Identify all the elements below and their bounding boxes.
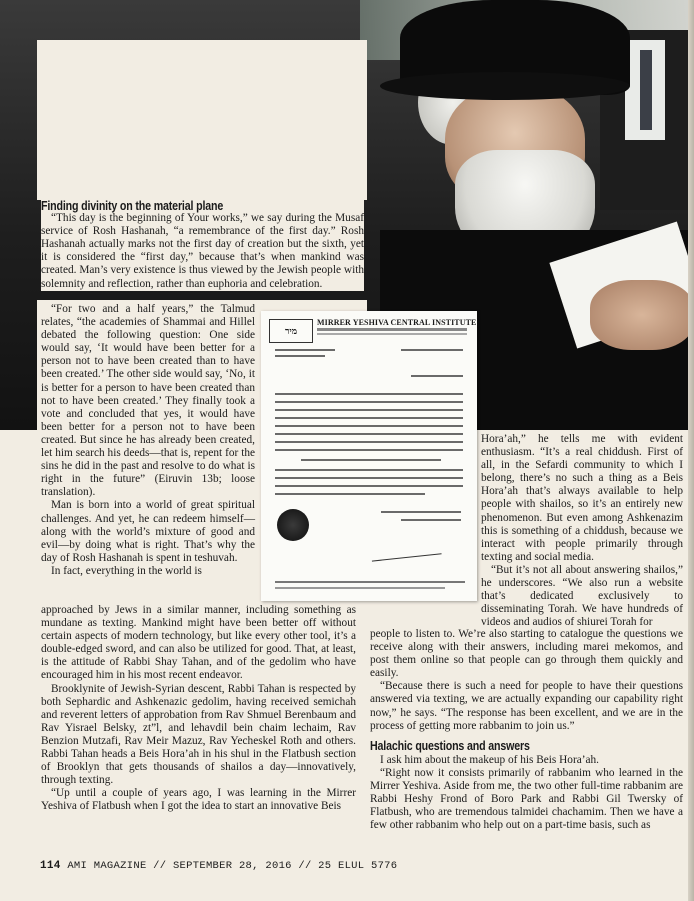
talmud-paragraph: “For two and a half years,” the Talmud relates, “the academies of Shammai and Hillel debated the following question: One side would say, ‘It would have been better for a person not to have been created than to have been created.’ The other side would say, ‘No, it is better for a person to have been created than not to have been created.’ They finally took a vote and concluded that yes, it would have been better for a person not to have been created. But since he has already been created, let him search his deeds—that is, repent for the sins he did in the past and resolve to do what is right in the future” (Eiruvin 13b; loose translation). [41,303,255,499]
makeup-question: I ask him about the makeup of his Beis Hora’ah. [380,753,599,766]
issue-date: // SEPTEMBER 28, 2016 // 25 ELUL 5776 [146,860,398,872]
shailos-paragraph: “But it’s not all about answering shailos,” he underscores. “We also run a website that’s dedicated exclusively to disseminating Torah. We have hundreds of videos and audios of shiurei Torah for [481,563,683,629]
left-column-top [41,199,364,291]
man-born-paragraph: Man is born into a world of great spiritual challenges. And yet, he can redeem himself—along with the world’s mixture of good and evil—by doing what is right. That’s why the day of Rosh Hashanah is spent in teshuvah. [41,499,255,564]
hora-ah-paragraph: Hora’ah,” he tells me with evident enthusiasm. “It’s a real chiddush. First of all, in the Sefardi community to which I belong, there’s no such a thing as a Beis Hora’ah that’s always available to help people with shailos, so it’s an entirely new phenomenon. But even among Ashkenazim this is something of a chiddush, because we interact with people primarily through texting and social media. [481,433,683,563]
approbation-letter [261,311,477,601]
letterhead-title: MIRRER YESHIVA CENTRAL INSTITUTE [317,318,477,327]
yeshiva-logo: מיר [269,319,313,343]
in-fact-paragraph: In fact, everything in the world is [51,564,202,577]
signature [370,539,441,561]
section-heading: Finding divinity on the material plane [41,198,224,213]
listen-paragraph: people to listen to. We’re also starting to catalogue the questions we receive along with their answers, including marei mekomos, and post them online so that people can go through them quickly and easily. [370,628,683,680]
mirrer-paragraph: “Up until a couple of years ago, I was learning in the Mirrer Yeshiva of Flatbush when I got the idea to start an innovative Beis [41,787,356,813]
left-wide-column [41,604,356,814]
brooklynite-paragraph: Brooklynite of Jewish-Syrian descent, Rabbi Tahan is respected by both Sephardic and Ashkenazic gedolim, having received semichah and reverent letters of approbation from Rav Shmuel Berenbaum and Rav Yisrael Belsky, zt”l, and lehavdil bein chaim lechaim, Rav Benzion Mutzafi, Rav Meir Mazuz, Rav Yecheskel Roth and others. Rabbi Tahan heads a Beis Hora’ah in his shul in the Flatbush section of Brooklyn that gets thousands of shailos a day—innovatively, through texting. [41,682,356,787]
right-narrow-column [481,433,683,629]
magazine-name: AMI MAGAZINE [67,860,147,872]
intro-paragraph: “This day is the beginning of Your works,” we say during the Musaf service of Rosh Hashanah, “a remembrance of the first day.” Rosh Hashanah actually marks not the first day of creation but the sixth, yet it is considered the “first day,” because that’s when mankind was created. Man’s very existence is thus viewed by the Jewish people with solemnity and reflection, rather than euphoria and celebration. [41,212,364,290]
texting-paragraph: approached by Jews in a similar manner, including something as mundane as texting. Mankind might have been better off without certain aspects of modern technology, but like every other tool, it’s a double-edged sword, and can also be utilized for good. That, at least, is the attitude of Rabbi Shay Tahan, and of the gedolim who have encouraged him in his most recent endeavor. [41,604,356,682]
page-number: 114 [40,860,61,872]
right-wide-column [370,628,683,832]
text-panel-bg [37,40,367,200]
rabbanim-paragraph: “Right now it consists primarily of rabbanim who learned in the Mirrer Yeshiva. Aside from me, the two other full-time rabbanim are Rabbi Heshy Frond of Boro Park and Rabbi Gil Twersky of Flatbush, who are tremendous talmidei chachamim. Then we have a few other rabbanim who help out on a part-time basis, such as [370,766,683,832]
page-edge [688,0,694,901]
left-narrow-column [41,303,255,578]
halachic-heading: Halachic questions and answers [370,737,530,753]
expanding-paragraph: “Because there is such a need for people to have their questions answered via texting, we are actually expanding our capability right now,” he says. “The response has been excellent, and we are in the process of getting more rabbanim to join us.” [370,680,683,732]
seal-stamp [277,509,309,541]
page-footer [40,860,397,872]
